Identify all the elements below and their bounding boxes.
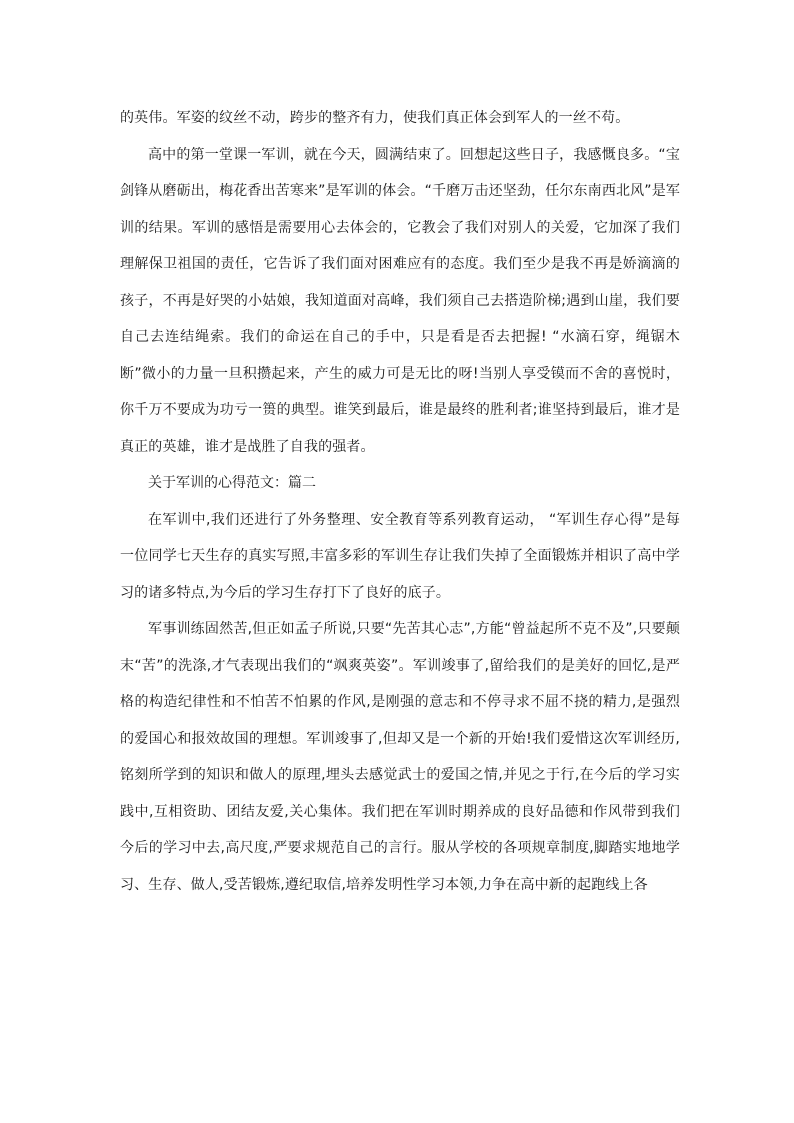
document-body <box>120 100 680 903</box>
paragraph-training-hardship: 军事训练固然苦,但正如孟子所说,只要“先苦其心志”,方能“曾益起所不克不及”,只要颠末“苦”的洗涤,才气表现出我们的“飒爽英姿”。军训竣事了,留给我们的是美好的回忆,是严格的构造纪律性和不怕苦不怕累的作风,是刚强的意志和不停寻求不屈不挠的精力,是强烈的爱国心和报效故国的理想。军训竣事了,但却又是一个新的开始!我们爱惜这次军训经历,铭刻所学到的知识和做人的原理,埋头去感觉武士的爱国之情,并见之于行,在今后的学习实践中,互相资助、团结友爱,关心集体。我们把在军训时期养成的良好品德和作风带到我们今后的学习中去,高尺度,严要求规范自己的言行。服从学校的各项规章制度,脚踏实地地学习、生存、做人,受苦锻炼,遵纪取信,培养发明性学习本领,力争在高中新的起跑线上各 <box>120 621 680 893</box>
paragraph-training-activities: 在军训中,我们还进行了外务整理、安全教育等系列教育运动， “军训生存心得”是每一位同学七天生存的真实写照,丰富多彩的军训生存让我们失掉了全面锻炼并相识了高中学习的诸多特点,为今后的学习生存打下了良好的底子。 <box>120 511 680 601</box>
paragraph-military-training-reflection: 高中的第一堂课一军训，就在今天，圆满结束了。回想起这些日子，我感慨良多。“宝剑锋从磨砺出，梅花香出苦寒来”是军训的体会。“千磨万击还坚劲，任尔东南西北风”是军训的结果。军训的感悟是需要用心去体会的，它教会了我们对别人的关爱，它加深了我们理解保卫祖国的责任，它告诉了我们面对困难应有的态度。我们至少是我不再是娇滴滴的孩子，不再是好哭的小姑娘，我知道面对高峰，我们须自己去搭造阶梯;遇到山崖，我们要自己去连结绳索。我们的命运在自己的手中，只是看是否去把握! “水滴石穿，绳锯木断”微小的力量一旦积攒起来，产生的威力可是无比的呀!当别人享受镆而不舍的喜悦时，你千万不要成为功亏一篑的典型。谁笑到最后，谁是最终的胜利者;谁坚持到最后，谁才是真正的英雄，谁才是战胜了自我的强者。 <box>120 146 680 455</box>
paragraph-continuation: 的英伟。军姿的纹丝不动，跨步的整齐有力，使我们真正体会到军人的一丝不苟。 <box>120 110 630 126</box>
section-heading-part-two: 关于军训的心得范文：篇二 <box>148 475 316 491</box>
